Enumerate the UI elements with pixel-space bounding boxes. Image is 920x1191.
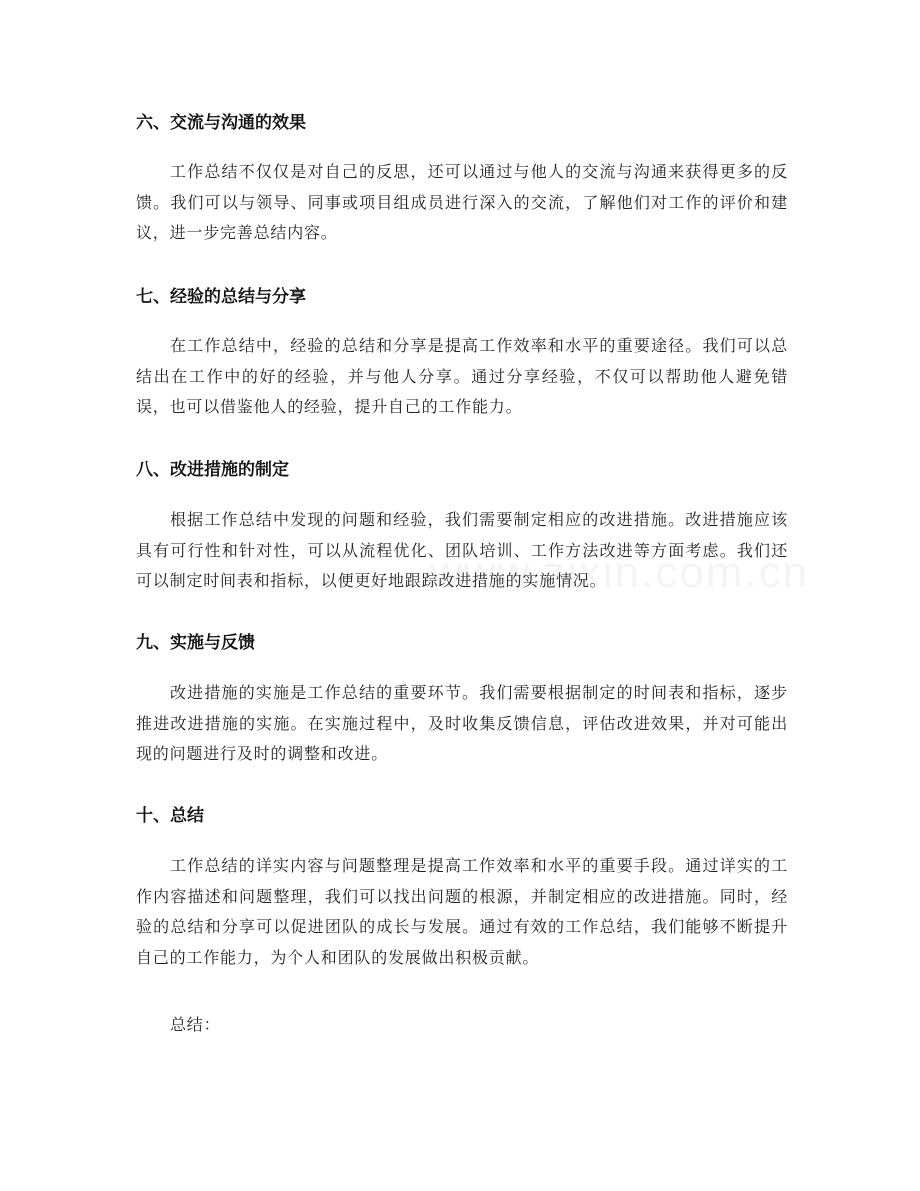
section-heading-6: 六、交流与沟通的效果 [136, 113, 306, 133]
section-heading-7: 七、经验的总结与分享 [136, 287, 306, 307]
section-paragraph-7: 在工作总结中，经验的总结和分享是提高工作效率和水平的重要途径。我们可以总结出在工作中的好的经验，并与他人分享。通过分享经验，不仅可以帮助他人避免错误，也可以借鉴他人的经验，提升自己的工作能力。 [136, 336, 788, 416]
section-heading-10: 十、总结 [136, 806, 204, 826]
section-paragraph-9: 改进措施的实施是工作总结的重要环节。我们需要根据制定的时间表和指标，逐步推进改进措施的实施。在实施过程中，及时收集反馈信息，评估改进效果，并对可能出现的问题进行及时的调整和改进。 [136, 683, 788, 763]
closing-label: 总结： [170, 1015, 221, 1034]
section-paragraph-10: 工作总结的详实内容与问题整理是提高工作效率和水平的重要手段。通过详实的工作内容描述和问题整理，我们可以找出问题的根源，并制定相应的改进措施。同时，经验的总结和分享可以促进团队的成长与发展。通过有效的工作总结，我们能够不断提升自己的工作能力，为个人和团队的发展做出积极贡献。 [136, 856, 788, 967]
section-paragraph-8: 根据工作总结中发现的问题和经验，我们需要制定相应的改进措施。改进措施应该具有可行性和针对性，可以从流程优化、团队培训、工作方法改进等方面考虑。我们还可以制定时间表和指标，以便更好地跟踪改进措施的实施情况。 [136, 510, 788, 590]
section-paragraph-6: 工作总结不仅仅是对自己的反思，还可以通过与他人的交流与沟通来获得更多的反馈。我们可以与领导、同事或项目组成员进行深入的交流，了解他们对工作的评价和建议，进一步完善总结内容。 [136, 162, 788, 242]
section-heading-9: 九、实施与反馈 [136, 633, 255, 653]
section-heading-8: 八、改进措施的制定 [136, 460, 289, 480]
